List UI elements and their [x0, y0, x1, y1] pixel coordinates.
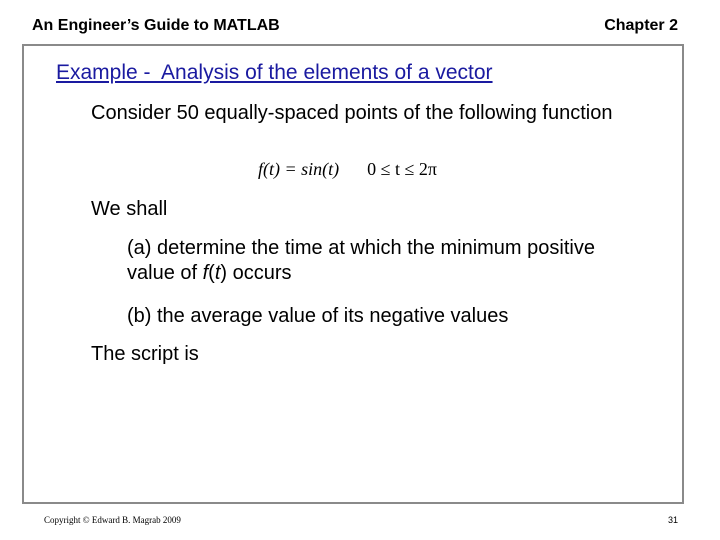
slide-title: Example - Analysis of the elements of a vector: [56, 61, 493, 84]
intro-text: Consider 50 equally-spaced points of the following function: [91, 102, 613, 124]
we-shall-text: We shall: [91, 198, 168, 220]
chapter-label: Chapter 2: [604, 17, 678, 34]
book-title: An Engineer’s Guide to MATLAB: [32, 17, 280, 34]
formula-range: 0 ≤ t ≤ 2π: [367, 159, 437, 179]
item-a-func: f: [202, 262, 209, 284]
copyright-text: Copyright © Edward B. Magrab 2009: [44, 515, 181, 525]
item-a-suffix: ) occurs: [220, 262, 292, 284]
item-a-text: [127, 236, 647, 286]
item-b-text: (b) the average value of its negative values: [127, 305, 509, 327]
item-a-prefix: (a) determine the time at which the minimum positive value of: [127, 237, 595, 284]
script-intro-text: The script is: [91, 343, 199, 365]
page-number: 31: [667, 515, 678, 525]
formula: [258, 159, 437, 180]
item-a-open: (: [208, 262, 215, 284]
item-a-var: t: [214, 262, 221, 284]
formula-lhs: f(t) = sin(t): [258, 159, 340, 179]
